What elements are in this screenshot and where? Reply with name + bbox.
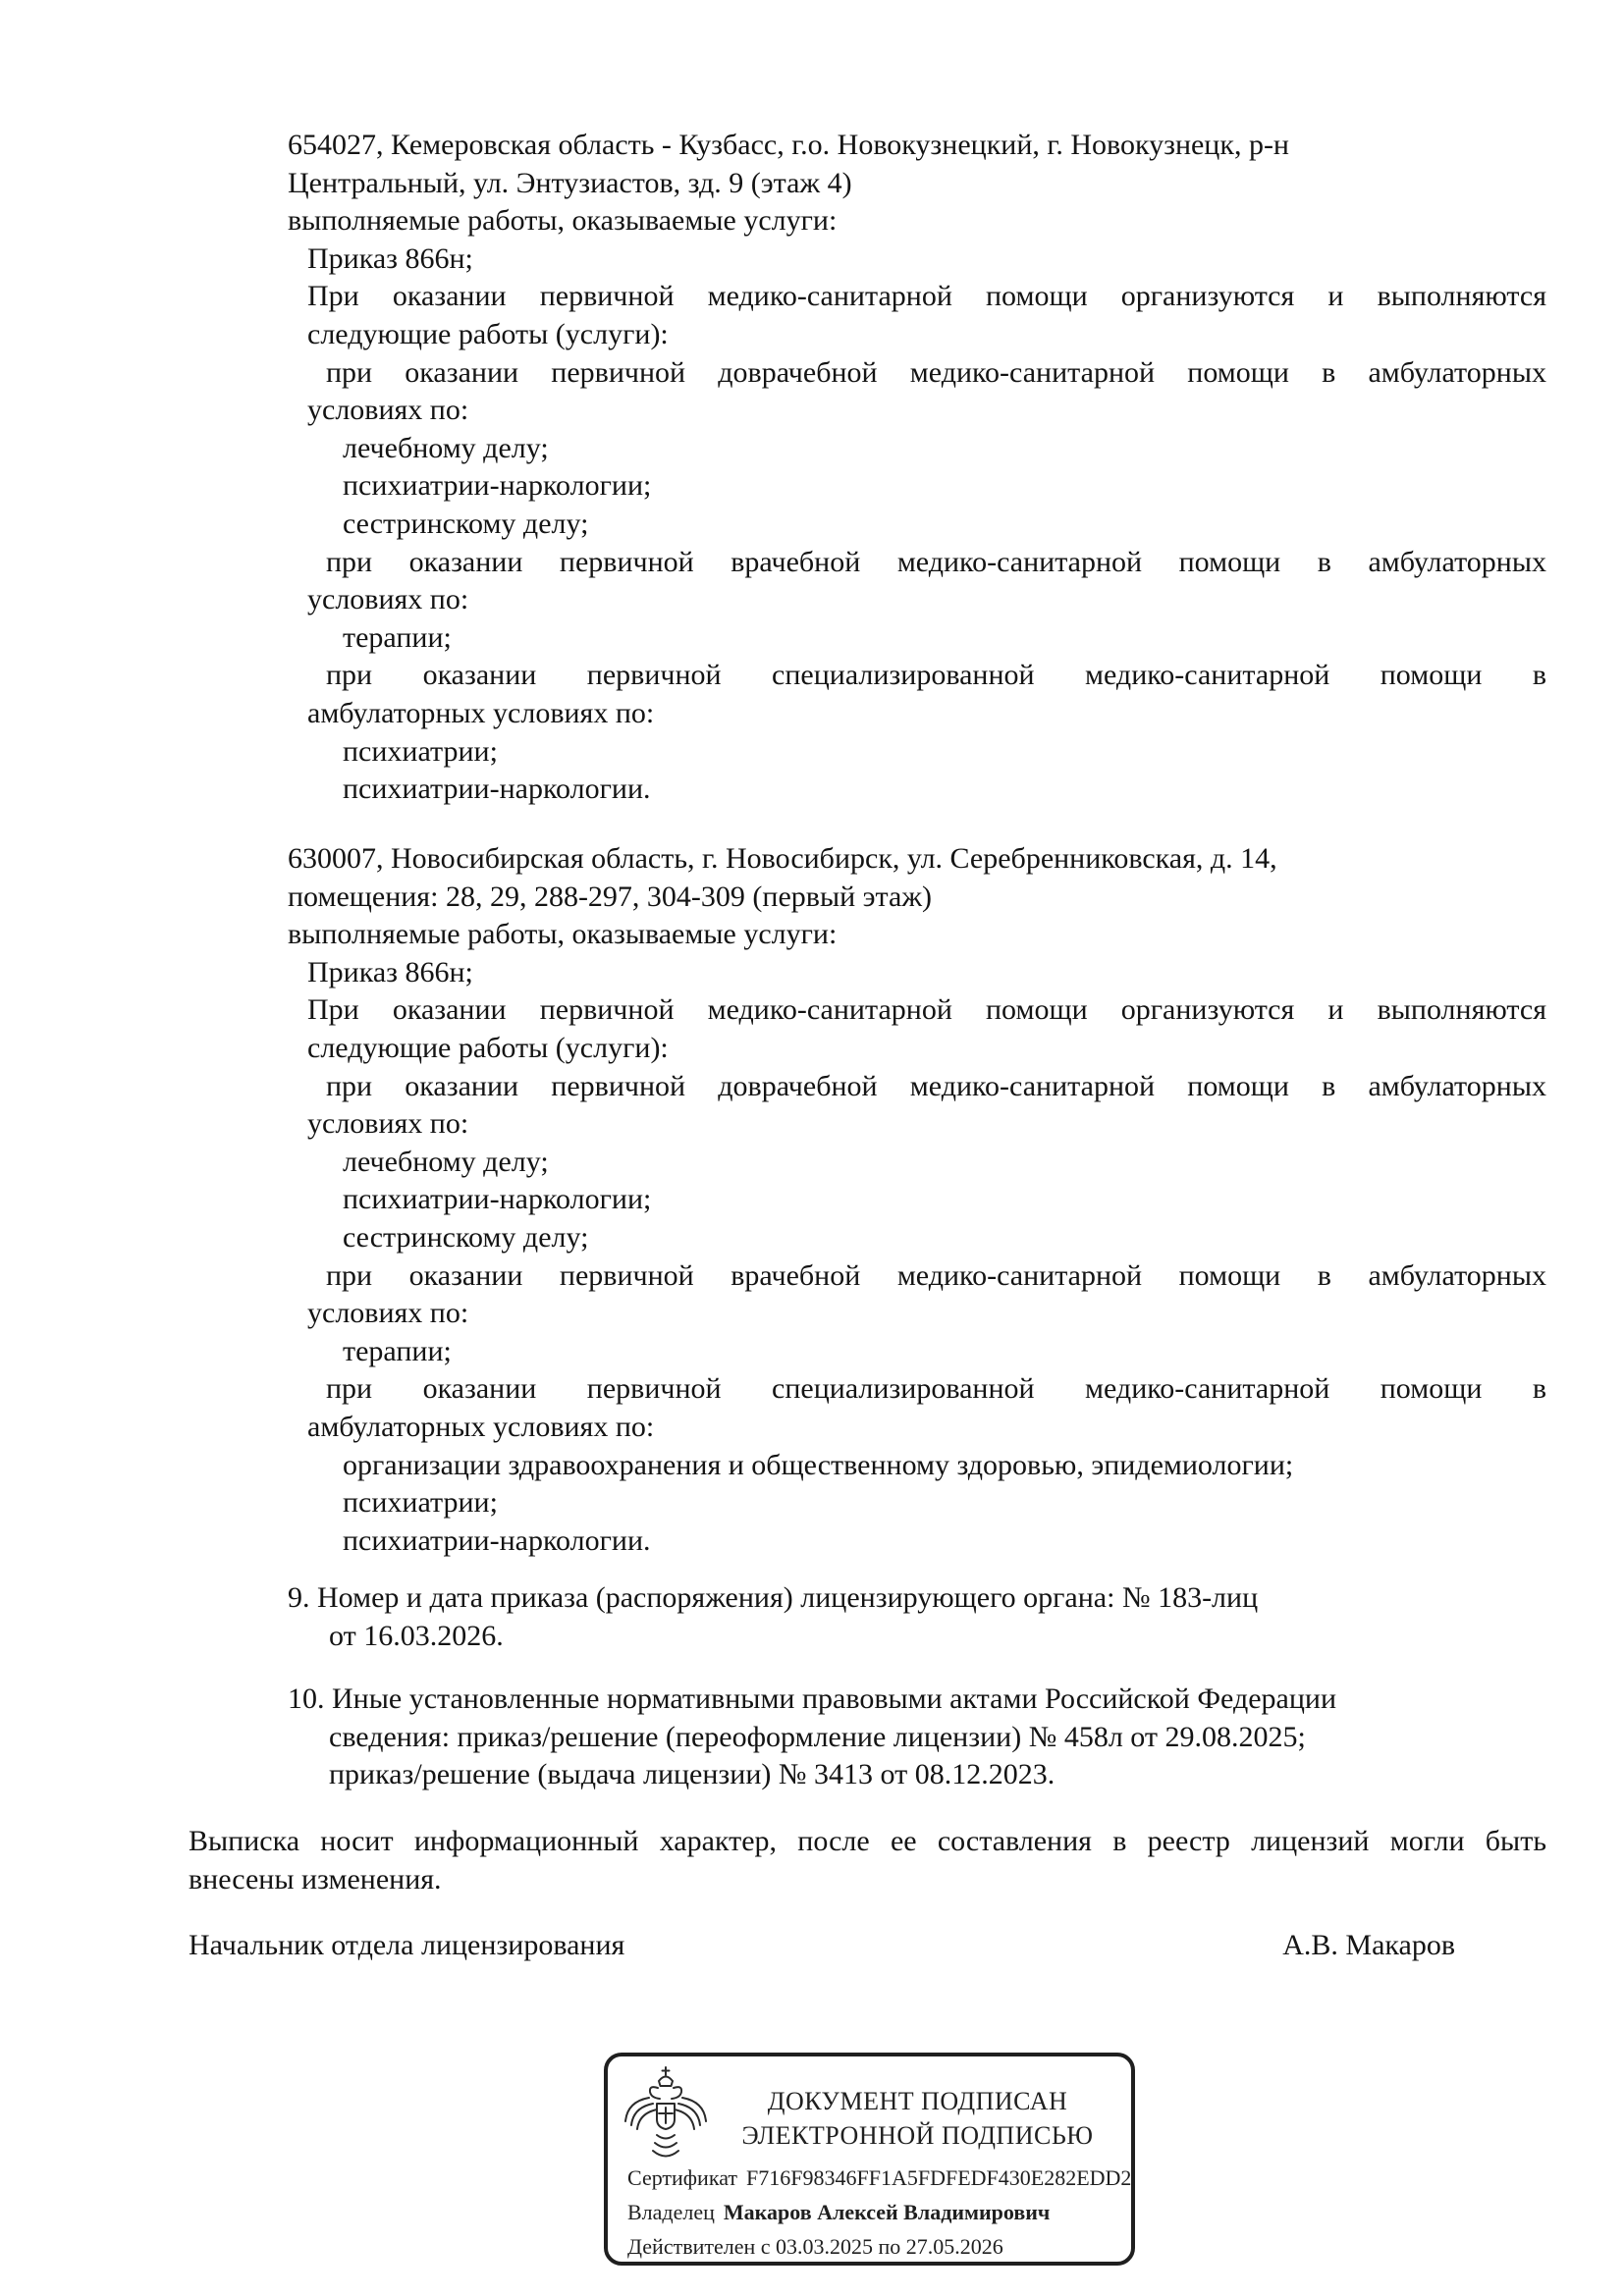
text-line: организации здравоохранения и общественному здоровью, эпидемиологии; — [343, 1448, 1294, 1481]
text-line: следующие работы (услуги): — [307, 317, 669, 350]
text-line: при оказании первичной доврачебной медико-санитарной помощи в амбулаторных — [326, 1069, 1546, 1102]
text-line: Приказ 866н; — [307, 955, 473, 988]
text-line: 654027, Кемеровская область - Кузбасс, г.о. Новокузнецкий, г. Новокузнецк, р-н — [288, 129, 1289, 161]
text-line: 10. Иные установленные нормативными правовыми актами Российской Федерации — [288, 1682, 1337, 1715]
text-line: при оказании первичной врачебной медико-санитарной помощи в амбулаторных — [326, 1258, 1546, 1292]
stamp-certificate-line — [627, 2161, 1132, 2195]
stamp-owner-line — [627, 2195, 1121, 2229]
text-line: При оказании первичной медико-санитарной помощи организуются и выполняются — [307, 280, 1546, 313]
stamp-info — [627, 2161, 1132, 2264]
text-line: психиатрии-наркологии. — [343, 1523, 651, 1557]
text-line: выполняемые работы, оказываемые услуги: — [288, 204, 838, 238]
text-line: 9. Номер и дата приказа (распоряжения) лицензирующего органа: № 183-лиц — [288, 1581, 1259, 1614]
text-line: лечебному делу; — [343, 1145, 549, 1178]
text-line: условиях по: — [307, 1297, 469, 1330]
stamp-owner-name: Макаров Алексей Владимирович — [723, 2200, 1051, 2224]
text-line: 630007, Новосибирская область, г. Новосибирск, ул. Серебренниковская, д. 14, — [288, 842, 1277, 875]
text-line: при оказании первичной специализированной медико-санитарной помощи в — [326, 1372, 1546, 1406]
text-line: терапии; — [343, 1334, 452, 1367]
text-line: от 16.03.2026. — [329, 1619, 504, 1652]
text-line: внесены изменения. — [189, 1862, 442, 1896]
stamp-title-line-1: ДОКУМЕНТ ПОДПИСАН — [767, 2087, 1068, 2115]
electronic-signature-stamp — [604, 2053, 1135, 2266]
text-line: При оказании первичной медико-санитарной помощи организуются и выполняются — [307, 993, 1546, 1027]
text-line: сестринскому делу; — [343, 507, 589, 540]
signer-position: Начальник отдела лицензирования — [189, 1929, 625, 1961]
clause-9-order-number — [288, 1579, 1546, 1655]
text-line: психиатрии; — [343, 1486, 498, 1520]
text-line: при оказании первичной доврачебной медико-санитарной помощи в амбулаторных — [326, 355, 1546, 389]
license-address-block-2 — [288, 840, 1546, 1560]
stamp-validity-line: Действителен с 03.03.2025 по 27.05.2026 — [627, 2234, 1003, 2259]
informational-note — [189, 1823, 1546, 1898]
text-line: Приказ 866н; — [307, 241, 473, 275]
text-line: условиях по: — [307, 583, 469, 616]
text-line: амбулаторных условиях по: — [307, 1410, 655, 1443]
stamp-certificate-value: F716F98346FF1A5FDFEDF430E282EDD2 — [746, 2165, 1132, 2190]
license-address-block-1 — [288, 127, 1546, 809]
stamp-owner-label: Владелец — [627, 2200, 715, 2224]
text-line: приказ/решение (выдача лицензии) № 3413 от 08.12.2023. — [329, 1758, 1056, 1791]
roszdravnadzor-eagle-icon — [622, 2064, 710, 2163]
stamp-certificate-label: Сертификат — [627, 2165, 737, 2190]
text-line: сестринскому делу; — [343, 1220, 589, 1254]
text-line: Выписка носит информационный характер, после ее составления в реестр лицензий могли быть — [189, 1825, 1546, 1857]
stamp-title — [710, 2084, 1125, 2153]
stamp-title-line-2: ЭЛЕКТРОННОЙ ПОДПИСЬЮ — [741, 2121, 1094, 2150]
signature-row — [189, 1927, 1455, 1965]
text-line: помещения: 28, 29, 288-297, 304-309 (первый этаж) — [288, 880, 933, 913]
text-line: лечебному делу; — [343, 431, 549, 464]
text-line: психиатрии-наркологии; — [343, 469, 652, 503]
text-line: при оказании первичной специализированной медико-санитарной помощи в — [326, 659, 1546, 692]
text-line: сведения: приказ/решение (переоформление лицензии) № 458л от 29.08.2025; — [329, 1720, 1306, 1753]
text-line: психиатрии-наркологии. — [343, 773, 651, 806]
text-line: при оказании первичной врачебной медико-санитарной помощи в амбулаторных — [326, 545, 1546, 578]
text-line: условиях по: — [307, 1107, 469, 1141]
text-line: амбулаторных условиях по: — [307, 696, 655, 729]
text-line: выполняемые работы, оказываемые услуги: — [288, 918, 838, 951]
signer-name: А.В. Макаров — [1282, 1929, 1455, 1961]
clause-10-other-info — [288, 1681, 1546, 1794]
text-line: психиатрии; — [343, 734, 498, 768]
text-line: психиатрии-наркологии; — [343, 1183, 652, 1216]
text-line: Центральный, ул. Энтузиастов, зд. 9 (этаж 4) — [288, 166, 852, 199]
text-line: условиях по: — [307, 394, 469, 427]
text-line: следующие работы (услуги): — [307, 1031, 669, 1064]
text-line: терапии; — [343, 620, 452, 654]
